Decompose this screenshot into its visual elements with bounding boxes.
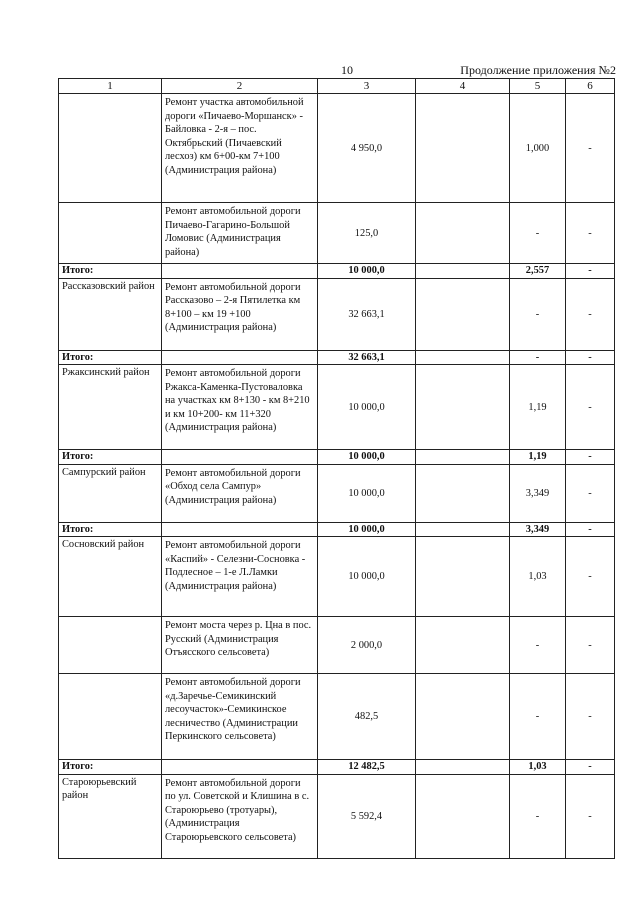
table-row: [59, 537, 615, 617]
col6-cell: -: [566, 774, 615, 858]
col5-cell: -: [510, 278, 566, 350]
total-empty-cell: [162, 760, 318, 775]
col6-cell: -: [566, 674, 615, 760]
region-cell: [59, 94, 162, 203]
total-col6: -: [566, 760, 615, 775]
total-label: Итого:: [59, 760, 162, 775]
description-cell: Ремонт моста через р. Цна в пос. Русский (Администрация Отъясского сельсовета): [162, 617, 318, 674]
total-col6: -: [566, 264, 615, 279]
column-header: 2: [162, 79, 318, 94]
total-col5: 3,349: [510, 522, 566, 537]
total-col5: -: [510, 350, 566, 365]
total-amount: 10 000,0: [318, 450, 416, 465]
total-empty-cell: [162, 522, 318, 537]
description-cell: Ремонт автомобильной дороги «Каспий» - Селезни-Сосновка - Подлесное – 1-е Л.Ламки (Администрация района): [162, 537, 318, 617]
total-row: [59, 264, 615, 279]
col6-cell: -: [566, 537, 615, 617]
table-row: [59, 774, 615, 858]
region-cell: [59, 617, 162, 674]
total-col6: -: [566, 350, 615, 365]
description-cell: Ремонт автомобильной дороги Пичаево-Гагарино-Большой Ломовис (Администрация района): [162, 203, 318, 264]
description-cell: Ремонт участка автомобильной дороги «Пичаево-Моршанск» - Байловка - 2-я – пос. Октябрьский (Пичаевский лесхоз) км 6+00-км 7+100 (Администрация района): [162, 94, 318, 203]
col6-cell: -: [566, 365, 615, 450]
table-row: [59, 203, 615, 264]
table-row: [59, 674, 615, 760]
total-col5: 2,557: [510, 264, 566, 279]
description-cell: Ремонт автомобильной дороги Ржакса-Каменка-Пустоваловка на участках км 8+130 - км 8+210 и км 10+200- км 11+320 (Администрация района): [162, 365, 318, 450]
region-cell: Сампурский район: [59, 464, 162, 522]
total-empty-cell: [162, 264, 318, 279]
region-cell: Рассказовский район: [59, 278, 162, 350]
table-row: [59, 464, 615, 522]
total-empty-cell: [416, 264, 510, 279]
col4-cell: [416, 464, 510, 522]
total-amount: 12 482,5: [318, 760, 416, 775]
total-col6: -: [566, 450, 615, 465]
amount-cell: 2 000,0: [318, 617, 416, 674]
col5-cell: -: [510, 674, 566, 760]
col5-cell: 3,349: [510, 464, 566, 522]
col6-cell: -: [566, 203, 615, 264]
data-table: [58, 78, 615, 859]
total-label: Итого:: [59, 264, 162, 279]
col5-cell: -: [510, 203, 566, 264]
description-cell: Ремонт автомобильной дороги «д.Заречье-Семикинский лесоучасток»-Семикинское лесничество (Администрации Перкинского сельсовета): [162, 674, 318, 760]
region-cell: Ржаксинский район: [59, 365, 162, 450]
region-cell: Сосновский район: [59, 537, 162, 617]
amount-cell: 4 950,0: [318, 94, 416, 203]
amount-cell: 10 000,0: [318, 537, 416, 617]
col4-cell: [416, 774, 510, 858]
region-cell: Староюрьевский район: [59, 774, 162, 858]
total-amount: 10 000,0: [318, 264, 416, 279]
appendix-note: Продолжение приложения №2: [460, 63, 616, 77]
total-amount: 32 663,1: [318, 350, 416, 365]
col4-cell: [416, 617, 510, 674]
table-row: [59, 617, 615, 674]
table-row: [59, 365, 615, 450]
table-body: [59, 79, 615, 859]
amount-cell: 10 000,0: [318, 464, 416, 522]
column-header: 3: [318, 79, 416, 94]
col4-cell: [416, 537, 510, 617]
total-empty-cell: [416, 350, 510, 365]
col4-cell: [416, 674, 510, 760]
table-row: [59, 278, 615, 350]
amount-cell: 10 000,0: [318, 365, 416, 450]
total-empty-cell: [416, 522, 510, 537]
total-col5: 1,03: [510, 760, 566, 775]
total-row: [59, 760, 615, 775]
total-row: [59, 450, 615, 465]
col5-cell: 1,000: [510, 94, 566, 203]
total-amount: 10 000,0: [318, 522, 416, 537]
col4-cell: [416, 203, 510, 264]
col6-cell: -: [566, 278, 615, 350]
column-header: 1: [59, 79, 162, 94]
column-header: 4: [416, 79, 510, 94]
col5-cell: -: [510, 617, 566, 674]
total-label: Итого:: [59, 522, 162, 537]
amount-cell: 125,0: [318, 203, 416, 264]
col5-cell: 1,19: [510, 365, 566, 450]
column-header: 6: [566, 79, 615, 94]
table-row: [59, 94, 615, 203]
total-label: Итого:: [59, 450, 162, 465]
column-header: 5: [510, 79, 566, 94]
total-row: [59, 350, 615, 365]
total-col6: -: [566, 522, 615, 537]
total-label: Итого:: [59, 350, 162, 365]
region-cell: [59, 674, 162, 760]
total-empty-cell: [416, 760, 510, 775]
col5-cell: -: [510, 774, 566, 858]
amount-cell: 482,5: [318, 674, 416, 760]
total-empty-cell: [162, 350, 318, 365]
total-empty-cell: [162, 450, 318, 465]
total-row: [59, 522, 615, 537]
col4-cell: [416, 278, 510, 350]
column-header-row: [59, 79, 615, 94]
description-cell: Ремонт автомобильной дороги по ул. Советской и Клишина в с. Староюрьево (тротуары), (Администрация Староюрьевского сельсовета): [162, 774, 318, 858]
col5-cell: 1,03: [510, 537, 566, 617]
total-empty-cell: [416, 450, 510, 465]
page-number: 10: [341, 63, 353, 77]
description-cell: Ремонт автомобильной дороги Рассказово – 2-я Пятилетка км 8+100 – км 19 +100 (Администрация района): [162, 278, 318, 350]
col6-cell: -: [566, 617, 615, 674]
region-cell: [59, 203, 162, 264]
col6-cell: -: [566, 464, 615, 522]
total-col5: 1,19: [510, 450, 566, 465]
amount-cell: 32 663,1: [318, 278, 416, 350]
description-cell: Ремонт автомобильной дороги «Обход села Сампур» (Администрация района): [162, 464, 318, 522]
amount-cell: 5 592,4: [318, 774, 416, 858]
col6-cell: -: [566, 94, 615, 203]
col4-cell: [416, 94, 510, 203]
col4-cell: [416, 365, 510, 450]
